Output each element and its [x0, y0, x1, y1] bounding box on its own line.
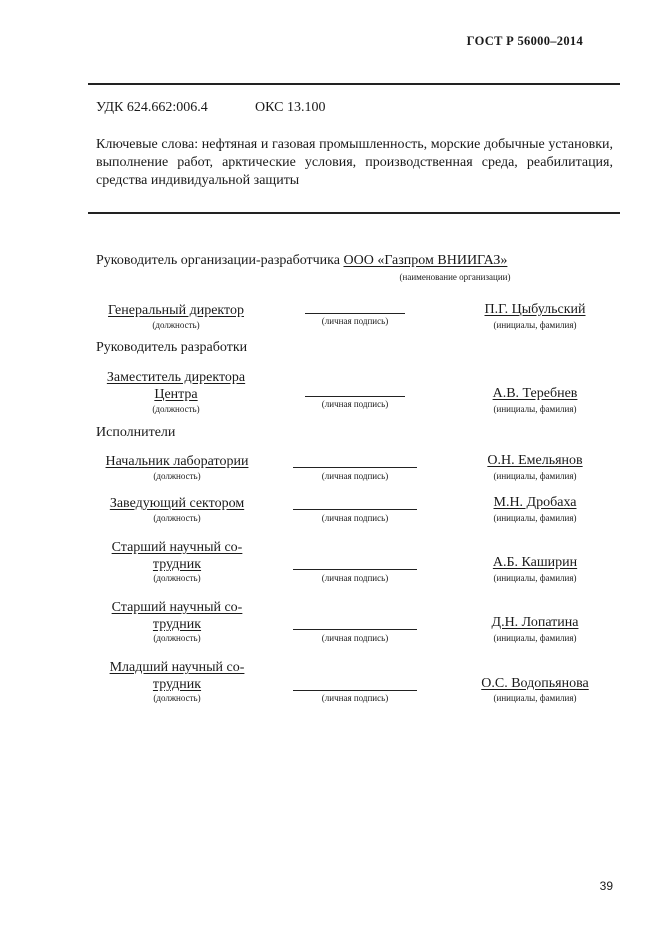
organization-caption: (наименование организации)	[399, 272, 511, 282]
executor-position-caption: (должность)	[153, 633, 201, 643]
executor-position: Заведующий сектором	[109, 496, 245, 511]
executor-position: Старший научный со- трудник	[111, 540, 243, 572]
executor-position-caption: (должность)	[153, 513, 201, 523]
bottom-divider	[88, 212, 620, 214]
director-signature-line	[305, 313, 405, 314]
dev-head-position-caption: (должность)	[152, 404, 200, 414]
executor-signature-caption: (личная подпись)	[321, 633, 389, 643]
executor-name: О.С. Водопьянова	[481, 676, 589, 691]
executor-signature-caption: (личная подпись)	[321, 573, 389, 583]
executor-position-caption: (должность)	[153, 573, 201, 583]
executor-name: Д.Н. Лопатина	[491, 615, 579, 630]
director-position: Генеральный директор	[108, 303, 244, 318]
executor-signature-caption: (личная подпись)	[321, 693, 389, 703]
director-signature-caption: (личная подпись)	[321, 316, 389, 326]
dev-head-name-caption: (инициалы, фамилия)	[493, 404, 577, 414]
executor-signature-line	[293, 509, 417, 510]
keywords-paragraph: Ключевые слова: нефтяная и газовая промышленность, морские добычные установки, выполнение работ, арктические условия, производственная среда, реабилитация, средства индивидуальной защиты	[96, 137, 613, 188]
executor-name-caption: (инициалы, фамилия)	[493, 633, 577, 643]
dev-head-signature-caption: (личная подпись)	[321, 399, 389, 409]
executor-signature-line	[293, 629, 417, 630]
standard-header: ГОСТ Р 56000–2014	[466, 34, 583, 48]
executor-name: О.Н. Емельянов	[487, 453, 583, 468]
organization-name: ООО «Газпром ВНИИГАЗ»	[343, 253, 508, 268]
executor-name: А.Б. Каширин	[492, 555, 578, 570]
executor-signature-line	[293, 569, 417, 570]
executor-position-caption: (должность)	[153, 471, 201, 481]
executor-name-caption: (инициалы, фамилия)	[493, 693, 577, 703]
executor-name-caption: (инициалы, фамилия)	[493, 513, 577, 523]
director-name: П.Г. Цыбульский	[484, 302, 586, 317]
dev-head-signature-line	[305, 396, 405, 397]
executor-name-caption: (инициалы, фамилия)	[493, 471, 577, 481]
executors-label: Исполнители	[96, 425, 176, 440]
executor-signature-caption: (личная подпись)	[321, 471, 389, 481]
executor-position: Младший научный со- трудник	[109, 660, 245, 692]
dev-head-name: А.В. Теребнев	[492, 386, 578, 401]
executor-position: Начальник лаборатории	[105, 454, 249, 469]
executor-signature-line	[293, 690, 417, 691]
organization-lead-label: Руководитель организации-разработчика	[96, 253, 340, 268]
dev-head-position: Заместитель директора Центра	[106, 370, 246, 402]
executor-signature-line	[293, 467, 417, 468]
page-number: 39	[599, 879, 613, 893]
director-name-caption: (инициалы, фамилия)	[493, 320, 577, 330]
executor-name: М.Н. Дробаха	[493, 495, 577, 510]
oks-code: ОКС 13.100	[255, 100, 326, 115]
executor-name-caption: (инициалы, фамилия)	[493, 573, 577, 583]
executor-signature-caption: (личная подпись)	[321, 513, 389, 523]
udk-code: УДК 624.662:006.4	[96, 100, 208, 115]
executor-position-caption: (должность)	[153, 693, 201, 703]
top-divider	[88, 83, 620, 85]
director-position-caption: (должность)	[152, 320, 200, 330]
executor-position: Старший научный со- трудник	[111, 600, 243, 632]
dev-head-label: Руководитель разработки	[96, 340, 248, 355]
organization-line	[96, 253, 507, 269]
